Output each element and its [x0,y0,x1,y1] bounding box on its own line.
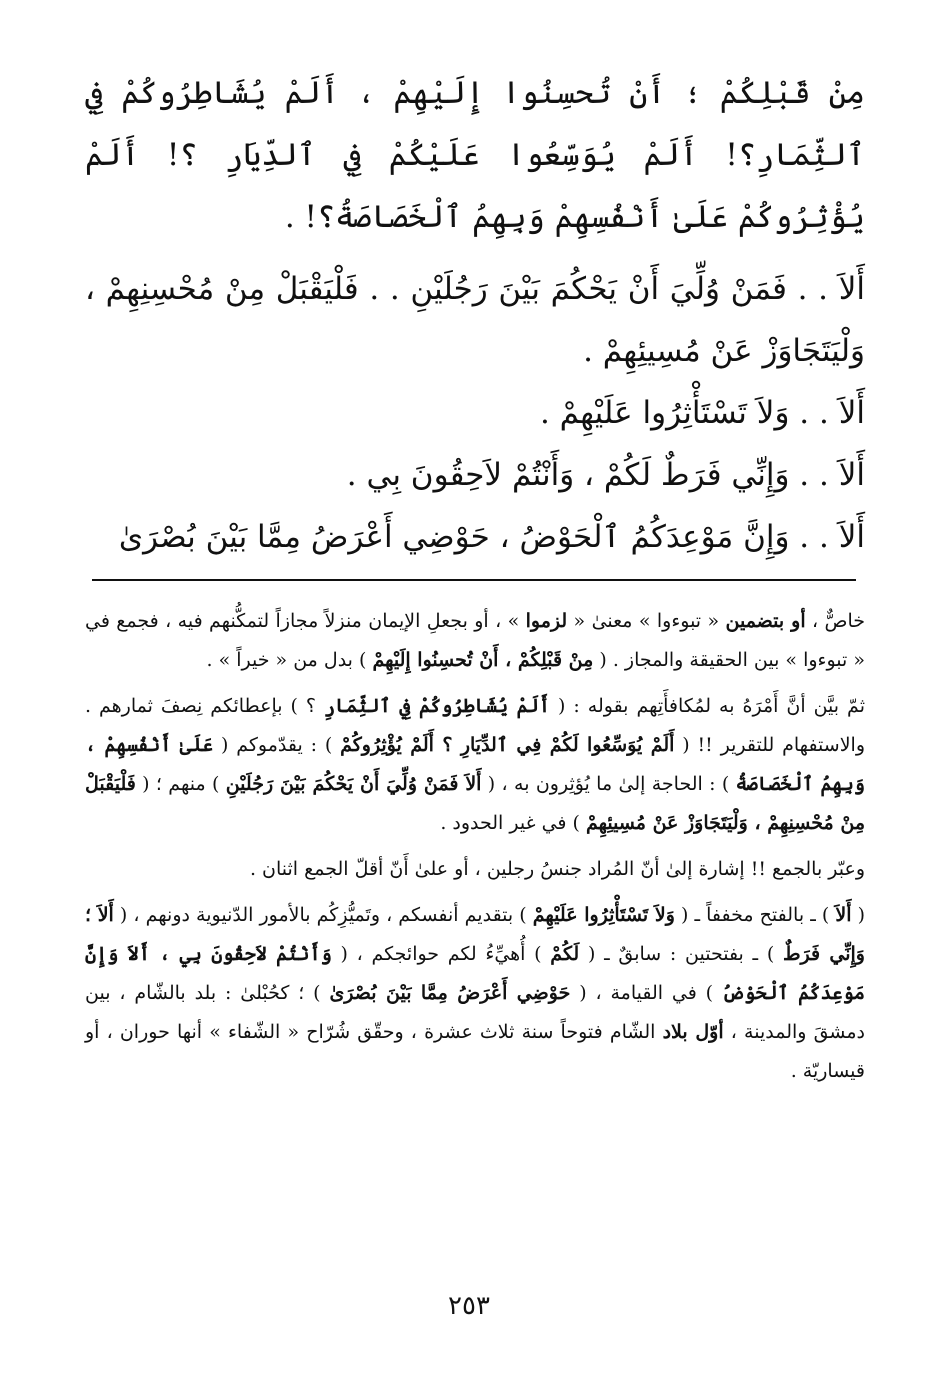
fn4-text-5: ) أُهيِّءُ لكم حوائجكم ، ( [331,943,551,965]
fn2-bold-1: أَلَمْ يُشَاطِرُوكُمْ فِي ٱلثِّمَارِ [323,695,551,717]
main-paragraph-5: أَلاَ . . وَإِنَّ مَوْعِدَكُمُ ٱلْحَوْضُ ، حَوْضِي أَعْرَضُ مِمَّا بَيْنَ بُصْرَىٰ [118,519,865,555]
fn4-text-3: ) بتقديم أنفسكم ، وتَميُّزِكُم بالأمور الدّنيوية دونهم ، ( [113,904,533,926]
fn4-text-4: ) ـ بفتحتين : سابقٌ ـ ( [579,943,783,965]
page-number: ٢٥٣ [448,1291,490,1321]
footnote-paragraph-2 [85,687,865,843]
fn2-bold-2: أَلَمْ يُوَسِّعُوا لَكُمْ فِي ٱلدِّيَارِ ؟ أَلَمْ يُؤْثِرُوكُمْ [340,734,675,756]
fn2-text-1: ثمّ بيَّن أنَّ أَمْرَهُ به لمُكافأَتِهم بقوله : ( [550,695,865,717]
main-paragraph-4: أَلاَ . . وَإِنِّي فَرَطٌ لَكُمْ ، وَأَنْتُمْ لاَحِقُونَ بِي . [346,457,865,493]
fn1-bold-1: أو بتضمين [725,610,806,632]
footnote-divider [92,579,856,581]
fn1-text-3: » ، أو بجعلِ الإيمان منزلاً مجازاً لتمكُّنهم فيه ، فجمع في « تبوءوا » بين الحقيقة والمجاز . ( [85,610,865,671]
fn4-text-2: ) ـ بالفتح مخففاً ـ ( [674,904,836,926]
footnote-paragraph-1 [85,602,865,680]
fn4-bold-5: وَأَنْتُمْ لاَحِقُونَ بِي ، أَلاَ وَإِنَّ مَوْعِدَكُمُ ٱلْحَوْضُ [85,943,865,1004]
fn2-text-2: ؟ ) بإعطائكم نِصفَ ثمارهم . والاستفهام للتقرير !! ( [85,695,865,756]
fn1-text-4: ) بدل من « خيراً » . [206,649,373,671]
fn2-text-3: ) : يقدّموكم ( [213,734,341,756]
fn4-text-8: الشّام فتوحاً سنة ثلاث عشرة ، وحقّق شُرّاح « الشّفاء » أنها حوران ، أو قيساريّة . [85,1021,865,1082]
fn4-bold-4: لَكُمْ [550,943,580,965]
fn1-bold-3: مِنْ قَبْلِكُمْ ، أَنْ تُحسِنُوا إِلَيْهِمْ [372,649,594,671]
fn4-text-1: ( [851,904,865,926]
fn1-text-1: خاصٌّ ، [805,610,866,632]
main-paragraph-3: أَلاَ . . وَلاَ تَسْتَأْثِرُوا عَلَيْهِمْ . [539,395,865,431]
fn4-text-6: ) في القيامة ، ( [570,982,722,1004]
fn4-bold-7: أوّل بلاد [662,1021,724,1043]
fn1-bold-2: لزموا [525,610,568,632]
footnote-paragraph-4 [85,896,865,1091]
main-paragraph-2: أَلاَ . . فَمَنْ وُلِّيَ أَنْ يَحْكُمَ بَيْنَ رَجُلَيْنِ . . فَلْيَقْبَلْ مِنْ مُحْسِنِهِمْ ، وَلْيَتَجَاوَزْ عَنْ مُسِيئِهِمْ . [85,271,865,369]
fn4-bold-2: وَلاَ تَسْتَأْثِرُوا عَلَيْهِمْ [532,904,675,926]
fn1-text-2: « تبوءوا » معنىٰ « [567,610,726,632]
footnote-block [85,602,865,1098]
fn4-text-7: ) ؛ كحُبْلىٰ : بلد بالشّام ، بين دمشقَ والمدينة ، [85,982,866,1043]
fn2-text-6: ) في غير الحدود . [440,812,586,834]
footnote-paragraph-3: وعبّر بالجمع !! إشارة إلىٰ أنّ المُراد جنسُ رجلين ، أو علىٰ أَنّ أقلّ الجمع اثنان . [249,858,865,880]
main-text-block [85,62,865,568]
fn2-text-5: ) منهم ؛ ( [135,773,226,795]
fn2-bold-3: عَلَىٰ أَنْفُسِهِمْ ، وَبِهِمُ ٱلْخَصَاصَةُ [85,734,865,795]
fn4-bold-1: أَلاَ [835,904,852,926]
fn4-bold-6: حَوْضِي أَعْرَضُ مِمَّا بَيْنَ بُصْرَىٰ [329,982,571,1004]
fn4-bold-3: أَلاَ ؛ وَإِنِّي فَرَطٌ [85,904,865,965]
fn2-text-4: ) : الحاجة إلىٰ ما يُؤثِرون به ، ( [481,773,736,795]
fn2-bold-5: فَلْيَقْبَلْ مِنْ مُحْسِنِهِمْ ، وَلْيَتَجَاوَزْ عَنْ مُسِيئِهِمْ [85,773,865,834]
main-paragraph-1: مِنْ قَبْلِكُمْ ؛ أَنْ تُحسِنُوا إِلَيْهِمْ ، أَلَمْ يُشَاطِرُوكُمْ فِي ٱلثِّمَارِ؟! أَلَمْ يُوَسِّعُوا عَلَيْكُمْ فِي ٱلدِّيَارِ ؟! أَلَمْ يُؤْثِرُوكُمْ عَلَىٰ أَنْفُسِهِمْ وَبِهِمُ ٱلْخَصَاصَةُ؟! . [85,75,865,235]
fn2-bold-4: أَلاَ فَمَنْ وُلِّيَ أَنْ يَحْكُمَ بَيْنَ رَجُلَيْنِ [225,773,482,795]
